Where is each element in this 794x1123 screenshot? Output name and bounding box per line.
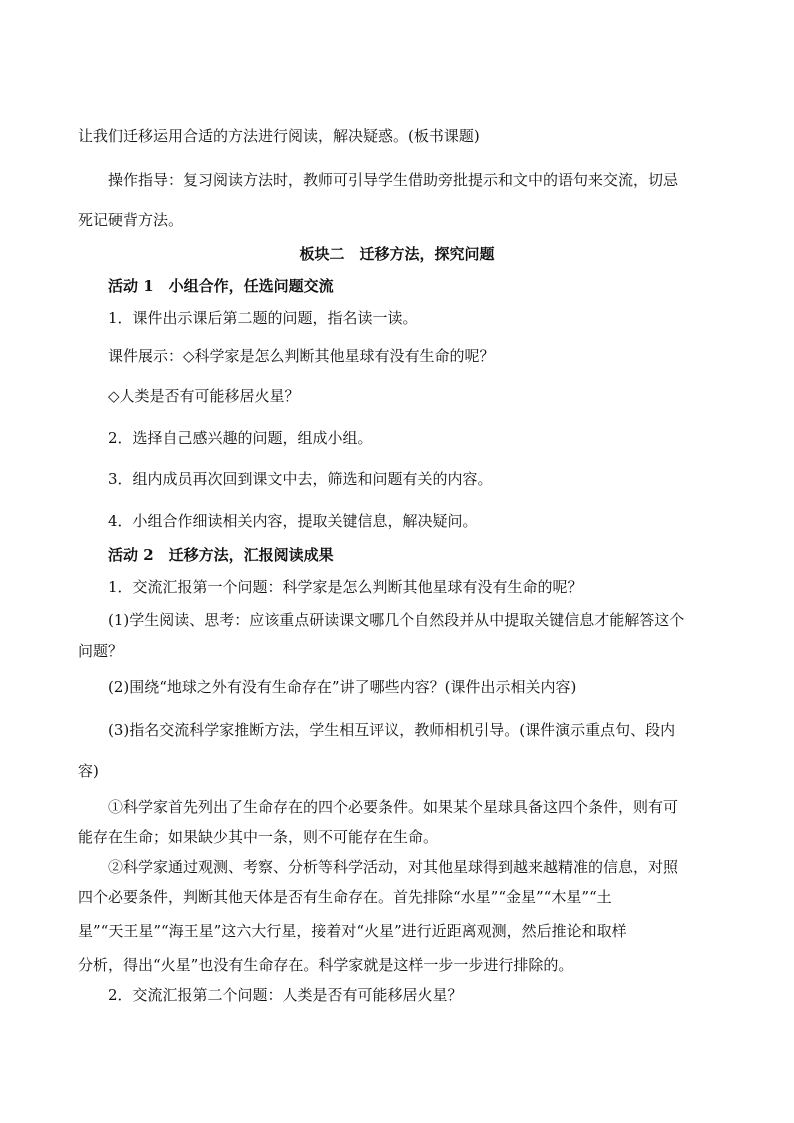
text-line: 让我们迁移运用合适的方法进行阅读，解决疑惑。(板书课题) <box>78 127 480 145</box>
sub-item: (3)指名交流科学家推断方法，学生相互评议，教师相机引导。(课件演示重点句、段内 <box>108 721 676 739</box>
list-item: 2．交流汇报第二个问题：人类是否有可能移居火星？ <box>108 986 463 1004</box>
list-item: 2．选择自己感兴趣的问题，组成小组。 <box>108 429 373 447</box>
section-title: 板块二 迁移方法，探究问题 <box>299 245 495 263</box>
paragraph-cont: 星”“天王星”“海王星”这六大行星，接着对“火星”进行近距离观测，然后推论和取样 <box>78 922 627 940</box>
paragraph-cont: 能存在生命；如果缺少其中一条，则不可能存在生命。 <box>78 828 439 846</box>
sub-item: (2)围绕“地球之外有没有生命存在”讲了哪些内容？(课件出示相关内容) <box>108 678 577 696</box>
paragraph-cont: 分析，得出“火星”也没有生命存在。科学家就是这样一步一步进行排除的。 <box>78 956 574 974</box>
paragraph-cont: 四个必要条件，判断其他天体是否有生命存在。首先排除“水星”“金星”“木星”“土 <box>78 888 612 906</box>
courseware-display: 课件展示：◇科学家是怎么判断其他星球有没有生命的呢？ <box>108 347 495 365</box>
courseware-display: ◇人类是否有可能移居火星？ <box>108 387 300 405</box>
paragraph: ②科学家通过观测、考察、分析等科学活动，对其他星球得到越来越精准的信息，对照 <box>108 858 679 876</box>
operation-guide-line: 操作指导：复习阅读方法时，教师可引导学生借助旁批提示和文中的语句来交流，切忌 <box>108 171 679 189</box>
list-item: 1．交流汇报第一个问题：科学家是怎么判断其他星球有没有生命的呢？ <box>108 578 583 596</box>
sub-item-cont: 容) <box>78 762 99 780</box>
sub-item-cont: 问题？ <box>78 642 124 660</box>
activity-2-title: 活动 2 迁移方法，汇报阅读成果 <box>108 546 334 564</box>
text-line: 死记硬背方法。 <box>78 211 184 229</box>
list-item: 4．小组合作细读相关内容，提取关键信息，解决疑问。 <box>108 512 478 530</box>
sub-item: (1)学生阅读、思考：应该重点研读课文哪几个自然段并从中提取关键信息才能解答这个 <box>108 611 685 629</box>
list-item: 1．课件出示课后第二题的问题，指名读一读。 <box>108 309 418 327</box>
list-item: 3．组内成员再次回到课文中去，筛选和问题有关的内容。 <box>108 470 493 488</box>
paragraph: ①科学家首先列出了生命存在的四个必要条件。如果某个星球具备这四个条件，则有可 <box>108 798 679 816</box>
activity-1-title: 活动 1 小组合作，任选问题交流 <box>108 277 334 295</box>
